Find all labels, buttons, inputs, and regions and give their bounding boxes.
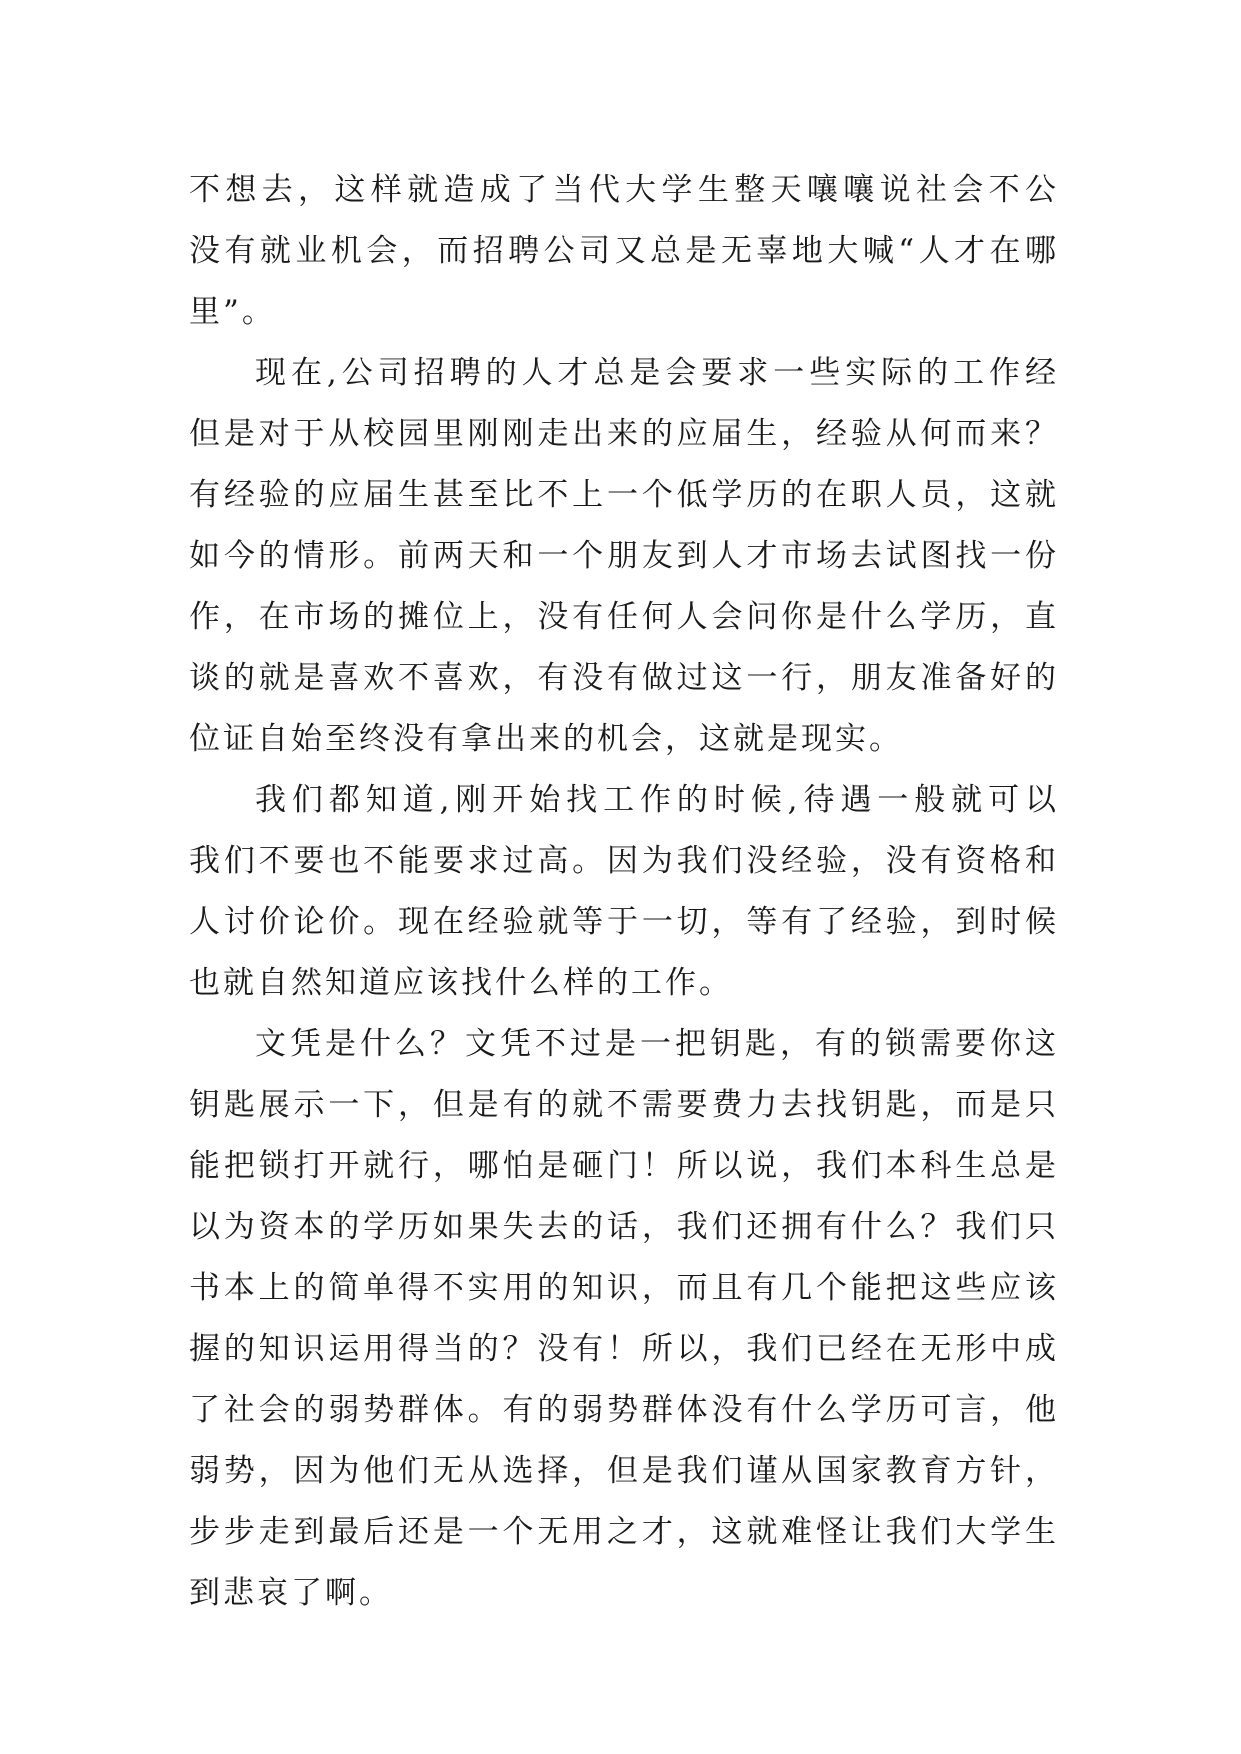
paragraph-line: 位证自始至终没有拿出来的机会，这就是现实。	[189, 721, 903, 757]
paragraph-line: 文凭是什么？文凭不过是一把钥匙，有的锁需要你这	[255, 1026, 1059, 1062]
paragraph-line: 书本上的简单得不实用的知识，而且有几个能把这些应该	[189, 1270, 1059, 1306]
paragraph-line: 不想去，这样就造成了当代大学生整天嚷嚷说社会不公	[189, 172, 1059, 208]
paragraph-line: 能把锁打开就行，哪怕是砸门！所以说，我们本科生总是	[189, 1148, 1059, 1184]
paragraph-line: 了社会的弱势群体。有的弱势群体没有什么学历可言，他	[189, 1392, 1059, 1428]
paragraph-line: 如今的情形。前两天和一个朋友到人才市场去试图找一份	[189, 538, 1059, 574]
paragraph-line: 我们不要也不能要求过高。因为我们没经验，没有资格和	[189, 843, 1059, 879]
paragraph-3	[189, 770, 1059, 1014]
paragraph-line: 现在,公司招聘的人才总是会要求一些实际的工作经	[255, 355, 1059, 391]
paragraph-line: 但是对于从校园里刚刚走出来的应届生，经验从何而来？	[189, 416, 1059, 452]
paragraph-1	[189, 160, 1059, 343]
paragraph-line: 弱势，因为他们无从选择，但是我们谨从国家教育方针，	[189, 1453, 1059, 1489]
paragraph-line: 我们都知道,刚开始找工作的时候,待遇一般就可以	[255, 782, 1059, 818]
paragraph-line: 没有就业机会，而招聘公司又总是无辜地大喊“人才在哪	[189, 233, 1059, 269]
paragraph-line: 到悲哀了啊。	[189, 1575, 393, 1611]
paragraph-line: 人讨价论价。现在经验就等于一切，等有了经验，到时候	[189, 904, 1059, 940]
paragraph-line: 以为资本的学历如果失去的话，我们还拥有什么？我们只	[189, 1209, 1059, 1245]
paragraph-line: 作，在市场的摊位上，没有任何人会问你是什么学历，直	[189, 599, 1059, 635]
paragraph-2	[189, 343, 1059, 770]
document-body	[189, 160, 1059, 1624]
paragraph-line: 里”。	[189, 294, 276, 330]
paragraph-line: 谈的就是喜欢不喜欢，有没有做过这一行，朋友准备好的	[189, 660, 1059, 696]
paragraph-line: 钥匙展示一下，但是有的就不需要费力去找钥匙，而是只	[189, 1087, 1059, 1123]
paragraph-line: 握的知识运用得当的？没有！所以，我们已经在无形中成	[189, 1331, 1059, 1367]
paragraph-4	[189, 1014, 1059, 1624]
paragraph-line: 有经验的应届生甚至比不上一个低学历的在职人员，这就	[189, 477, 1059, 513]
paragraph-line: 也就自然知道应该找什么样的工作。	[189, 965, 733, 1001]
paragraph-line: 步步走到最后还是一个无用之才，这就难怪让我们大学生	[189, 1514, 1059, 1550]
